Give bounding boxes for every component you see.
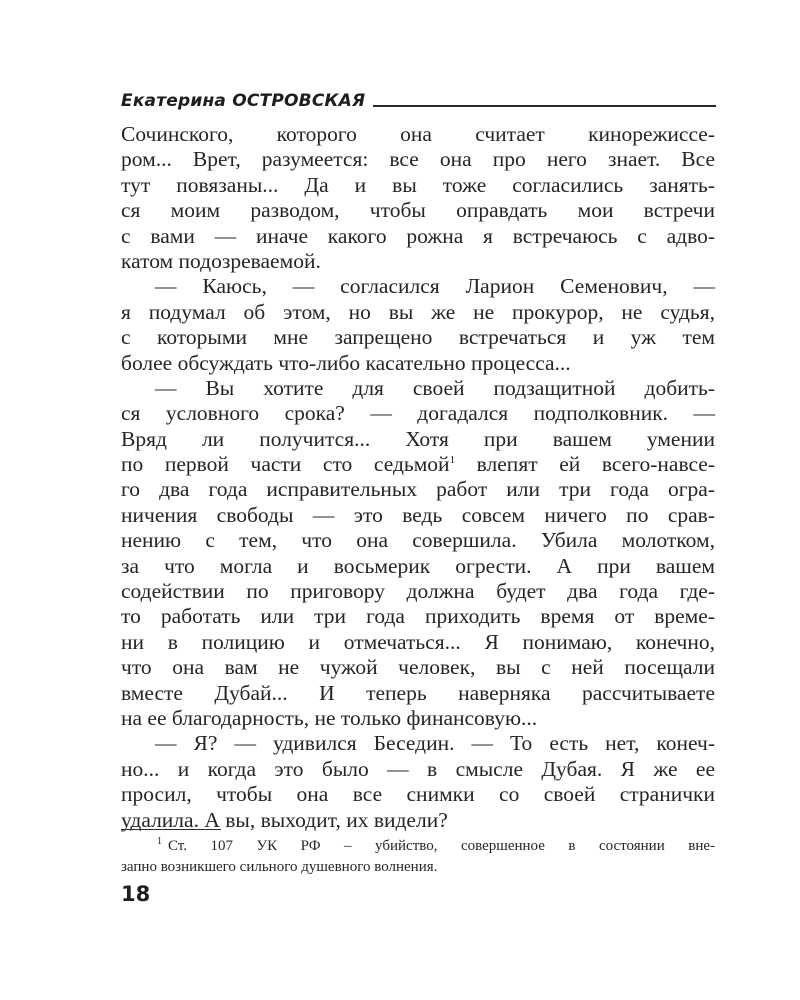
footnote — [121, 836, 715, 878]
text-line: более обсуждать что-либо касательно процесса... — [121, 350, 571, 375]
author-name: Екатерина ОСТРОВСКАЯ — [121, 91, 366, 111]
footnote-line — [121, 836, 715, 857]
text-line: Вряд ли получится... Хотя при вашем умении — [121, 426, 715, 451]
text-line: что она вам не чужой человек, вы с ней посещали — [121, 655, 715, 680]
page-number: 18 — [121, 882, 151, 906]
text-line: тут повязаны... Да и вы тоже согласились занять- — [121, 172, 715, 197]
body-text — [121, 122, 715, 833]
footnote-line: запно возникшего сильного душевного волнения. — [121, 859, 438, 875]
text-line: то работать или три года приходить время от време- — [121, 604, 715, 629]
text-line: с вами — иначе какого рожна я встречаюсь с адво- — [121, 223, 715, 248]
text-segment: по первой части сто седьмой — [121, 452, 450, 477]
text-line: просил, чтобы она все снимки со своей странички — [121, 782, 715, 807]
text-line: Сочинского, которого она считает кинорежиссе- — [121, 122, 715, 146]
text-line: — Вы хотите для своей подзащитной добить- — [155, 375, 715, 400]
header-rule — [373, 105, 716, 107]
text-line: но... и когда это было — в смысле Дубая. Я же ее — [121, 756, 715, 781]
text-line: ни в полицию и отмечаться... Я понимаю, конечно, — [121, 629, 715, 654]
text-line: ся моим разводом, чтобы оправдать мои встречи — [121, 198, 715, 223]
text-line: — Я? — удивился Беседин. — То есть нет, конеч- — [155, 731, 715, 756]
footnote-mark: 1 — [157, 836, 162, 847]
text-line: содействии по приговору должна будет два года где- — [121, 579, 715, 604]
text-segment: влепят ей всего-навсе- — [476, 452, 715, 477]
text-line: ся условного срока? — догадался подполковник. — — [121, 401, 715, 426]
text-line: — Каюсь, — согласился Ларион Семенович, — — [155, 274, 715, 299]
text-line: на ее благодарность, не только финансовую... — [121, 705, 538, 730]
text-line: катом подозреваемой. — [121, 248, 321, 273]
footnote-reference: 1 — [449, 453, 456, 466]
text-line: ром... Врет, разумеется: все она про него знает. Все — [121, 147, 715, 172]
text-line-with-footnote — [121, 452, 715, 477]
text-line: ничения свободы — это ведь совсем ничего по срав- — [121, 502, 715, 527]
text-line: нению с тем, что она совершила. Убила молотком, — [121, 528, 715, 553]
text-line: я подумал об этом, но вы же не прокурор, не судья, — [121, 299, 715, 324]
text-line: вместе Дубай... И теперь наверняка рассчитываете — [121, 680, 715, 705]
text-line: с которыми мне запрещено встречаться и уж тем — [121, 325, 715, 350]
text-line: удалила. А вы, выходит, их видели? — [121, 807, 448, 832]
footnote-rule — [121, 829, 221, 830]
text-line: за что могла и восьмерик огрести. А при вашем — [121, 553, 715, 578]
footnote-text: Ст. 107 УК РФ – убийство, совершенное в состоянии вне- — [168, 838, 715, 854]
running-head — [121, 88, 716, 110]
text-line: го два года исправительных работ или три года огра- — [121, 477, 715, 502]
